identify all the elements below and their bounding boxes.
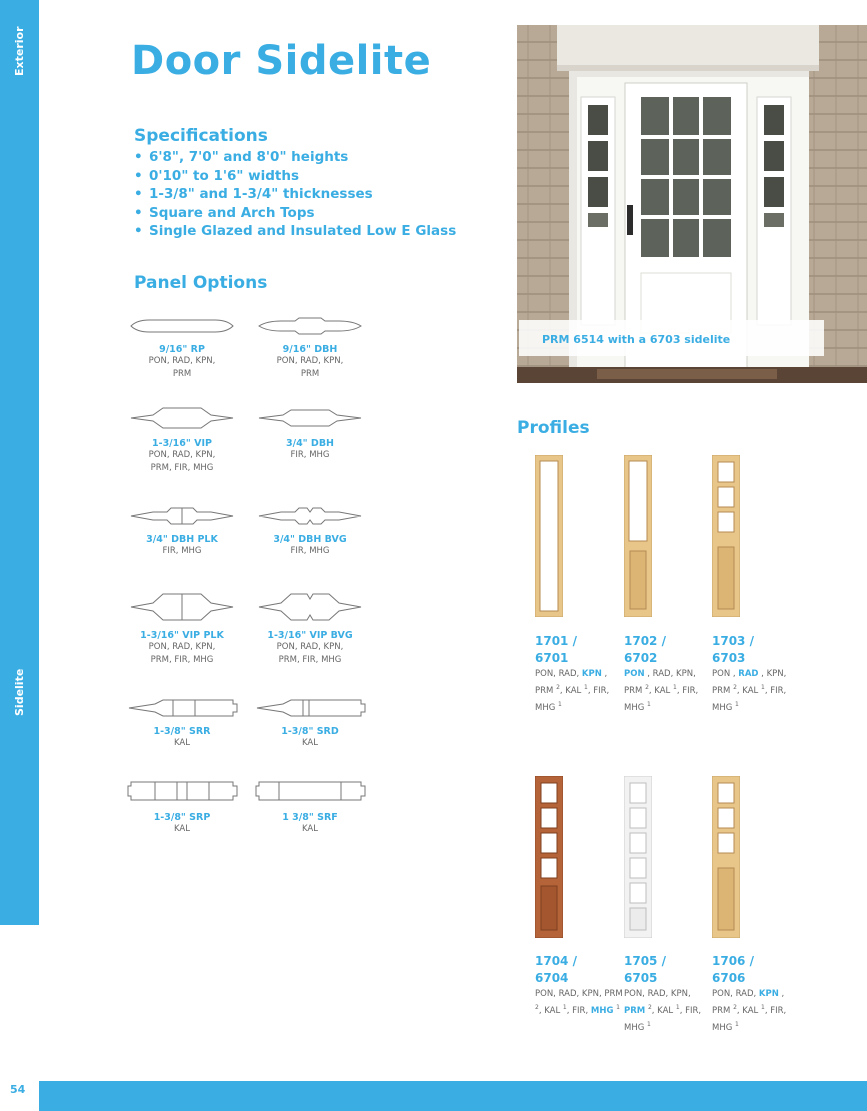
profiles-heading: Profiles [517, 418, 590, 438]
wood-text: , FIR, MHG [712, 1005, 787, 1033]
wood-text: , KAL [736, 685, 761, 696]
panel-profile-icon [255, 404, 365, 432]
profile-1705-number: 1705 / 6705 [624, 954, 666, 985]
highlighted-wood: KPN [758, 989, 779, 999]
wood-text: , PRM [535, 669, 608, 696]
door-1706-image [712, 776, 740, 938]
panel-profile-icon [255, 314, 365, 338]
panel-profile-icon [127, 314, 237, 338]
profile-1703-number: 1703 / 6703 [712, 634, 754, 665]
photo-caption: PRM 6514 with a 6703 sidelite [519, 320, 824, 356]
panel-option-3-4-dbh-plk: 3/4" DBH PLK FIR, MHG [122, 504, 242, 558]
footnote-mark: 2 [535, 1004, 539, 1011]
footnote-mark: 2 [645, 684, 649, 691]
panel-profile-icon [127, 590, 237, 624]
wood-text: PON, RAD, [712, 989, 759, 999]
door-1703-image [712, 455, 740, 617]
panel-profile-icon [255, 590, 365, 624]
page-title: Door Sidelite [131, 38, 432, 84]
panel-profile-icon [253, 696, 368, 720]
spec-item: • 1-3/8" and 1-3/4" thicknesses [134, 186, 373, 202]
profile-1704-number: 1704 / 6704 [535, 954, 577, 985]
panel-profile-icon [255, 504, 365, 528]
wood-text: , KAL [559, 685, 584, 696]
panel-option-1-3-8-srd: 1-3/8" SRD KAL [250, 696, 370, 750]
panel-profile-icon [253, 776, 368, 806]
specifications-heading: Specifications [134, 126, 268, 146]
highlighted-wood: MHG [590, 1005, 614, 1016]
profile-1706-woods [712, 988, 802, 1035]
panel-option-1-3-16-vip-plk: 1-3/16" VIP PLK PON, RAD, KPN, PRM, FIR, MHG [122, 590, 242, 667]
panel-option-1-3-8-srp: 1-3/8" SRP KAL [122, 776, 242, 836]
panel-option-3-4-dbh-bvg: 3/4" DBH BVG FIR, MHG [250, 504, 370, 558]
wood-text: PON , [712, 669, 739, 679]
wood-text: PON, RAD, [535, 669, 582, 679]
wood-text: PON, RAD, KPN, [624, 989, 691, 999]
footnote-mark: 1 [647, 1020, 651, 1028]
wood-text: , FIR, MHG [624, 685, 699, 713]
profile-1704-woods [535, 988, 625, 1018]
footnote-mark: 2 [733, 684, 737, 691]
footnote-mark: 1 [675, 1004, 680, 1011]
door-1701-image [535, 455, 563, 617]
footnote-mark: 1 [735, 700, 739, 708]
panel-option-1-3-8-srf: 1 3/8" SRF KAL [250, 776, 370, 836]
wood-text: , FIR, MHG [535, 685, 610, 713]
section-label-sidelite: Sidelite [13, 668, 26, 716]
footnote-mark: 1 [673, 684, 677, 691]
highlighted-wood: RAD [738, 669, 759, 679]
panel-option-1-3-16-vip: 1-3/16" VIP PON, RAD, KPN, PRM, FIR, MHG [122, 404, 242, 475]
wood-text: , PRM [712, 989, 785, 1016]
spec-item: • Square and Arch Tops [134, 204, 315, 221]
specifications-list [134, 148, 456, 241]
footnote-mark: 2 [556, 684, 560, 691]
wood-text: , KAL [538, 1005, 563, 1016]
section-label-exterior: Exterior [13, 26, 26, 76]
panel-profile-icon [125, 696, 240, 720]
wood-text: , KAL [651, 1005, 676, 1016]
spec-item: • Single Glazed and Insulated Low E Glass [134, 223, 457, 239]
panel-option-9-16-dbh: 9/16" DBH PON, RAD, KPN, PRM [250, 314, 370, 381]
profile-1701-number: 1701 / 6701 [535, 634, 577, 665]
footnote-mark: 2 [647, 1004, 652, 1011]
door-1705-image [624, 776, 652, 938]
footnote-mark: 1 [647, 700, 651, 708]
wood-text: , FIR, [566, 1005, 591, 1016]
profile-1706-number: 1706 / 6706 [712, 954, 754, 985]
profile-1701-woods [535, 668, 625, 715]
wood-text: , KAL [648, 685, 673, 696]
wood-text: , KAL [736, 1005, 761, 1016]
footnote-mark: 2 [733, 1004, 737, 1011]
door-1702-image [624, 455, 652, 617]
highlighted-wood: PRM [624, 1005, 646, 1016]
footnote-mark: 1 [761, 684, 765, 691]
profile-1703-woods [712, 668, 802, 715]
wood-text: , KPN, PRM [712, 669, 787, 696]
panel-option-1-3-16-vip-bvg: 1-3/16" VIP BVG PON, RAD, KPN, PRM, FIR, MHG [250, 590, 370, 667]
footnote-mark: 1 [562, 1004, 567, 1011]
footer-bar [39, 1081, 867, 1111]
wood-text: , FIR, MHG [624, 1005, 702, 1033]
footnote-mark: 1 [616, 1004, 620, 1011]
panel-option-9-16-rp: 9/16" RP PON, RAD, KPN, PRM [122, 314, 242, 381]
panel-profile-icon [127, 504, 237, 528]
highlighted-wood: KPN [581, 669, 602, 679]
panel-options-heading: Panel Options [134, 273, 268, 293]
wood-text: , FIR, MHG [712, 685, 787, 713]
door-1704-image [535, 776, 563, 938]
panel-option-3-4-dbh: 3/4" DBH FIR, MHG [250, 404, 370, 462]
wood-text: , RAD, KPN, PRM [624, 669, 696, 696]
profile-1702-number: 1702 / 6702 [624, 634, 666, 665]
panel-profile-icon [125, 776, 240, 806]
side-bar [0, 0, 39, 925]
profile-1705-woods [624, 988, 714, 1035]
highlighted-wood: PON [624, 669, 645, 679]
footnote-mark: 1 [584, 684, 588, 691]
footnote-mark: 1 [735, 1020, 739, 1028]
panel-option-1-3-8-srr: 1-3/8" SRR KAL [122, 696, 242, 750]
panel-profile-icon [127, 404, 237, 432]
footnote-mark: 1 [558, 700, 562, 708]
profile-1702-woods [624, 668, 714, 715]
spec-item: • 0'10" to 1'6" widths [134, 167, 299, 184]
page-number: 54 [10, 1083, 26, 1096]
wood-text: PON, RAD, KPN, PRM [535, 989, 623, 999]
spec-item: • 6'8", 7'0" and 8'0" heights [134, 149, 349, 165]
footnote-mark: 1 [761, 1004, 765, 1011]
